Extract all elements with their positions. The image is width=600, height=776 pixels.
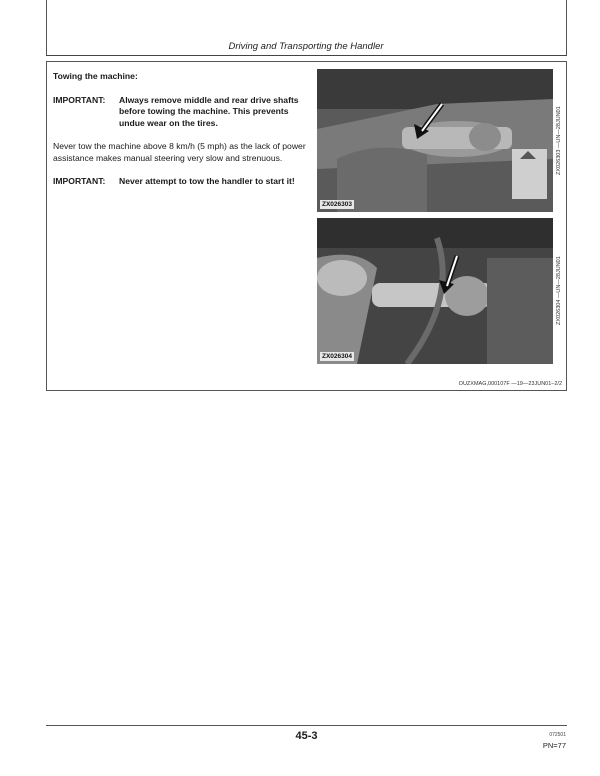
header-divider	[46, 55, 567, 56]
footer-divider	[46, 725, 567, 726]
text-column	[53, 71, 313, 200]
important-label: IMPORTANT:	[53, 176, 106, 186]
important-label: IMPORTANT:	[53, 94, 106, 105]
section-title: Towing the machine:	[53, 71, 138, 81]
drive-shaft-photo-2	[317, 218, 553, 364]
drive-shaft-photo-1	[317, 69, 553, 212]
figure-label: ZX026303	[322, 201, 352, 208]
page-number: 45-3	[295, 730, 318, 742]
content-box	[46, 61, 567, 391]
towing-speed-paragraph: Never tow the machine above 8 km/h (5 mph) as the lack of power assistance makes manual steering very slow and strenuous.	[53, 141, 306, 163]
figure-side-code: ZX026303 —UN—28JUN01	[556, 106, 562, 175]
important-note-1	[53, 95, 313, 130]
important-text: Always remove middle and rear drive shafts before towing the machine. This prevents undue wear on the tires.	[119, 94, 299, 128]
pn-number: PN=77	[542, 741, 566, 750]
section-header-title: Driving and Transporting the Handler	[228, 41, 384, 52]
important-note-2	[53, 176, 313, 188]
document-reference: OUZXMAG,000107F —19—23JUN01–2/2	[458, 381, 562, 387]
figure-side-code: ZX026304 —UN—28JUN01	[556, 256, 562, 326]
drive-shaft-photo-2-image	[317, 218, 553, 364]
header-right-rule	[566, 0, 567, 56]
figure-label: ZX026304	[322, 353, 352, 360]
date-code: 072501	[549, 732, 566, 738]
drive-shaft-photo-1-image	[317, 69, 553, 212]
important-text: Never attempt to tow the handler to start it!	[119, 176, 295, 186]
